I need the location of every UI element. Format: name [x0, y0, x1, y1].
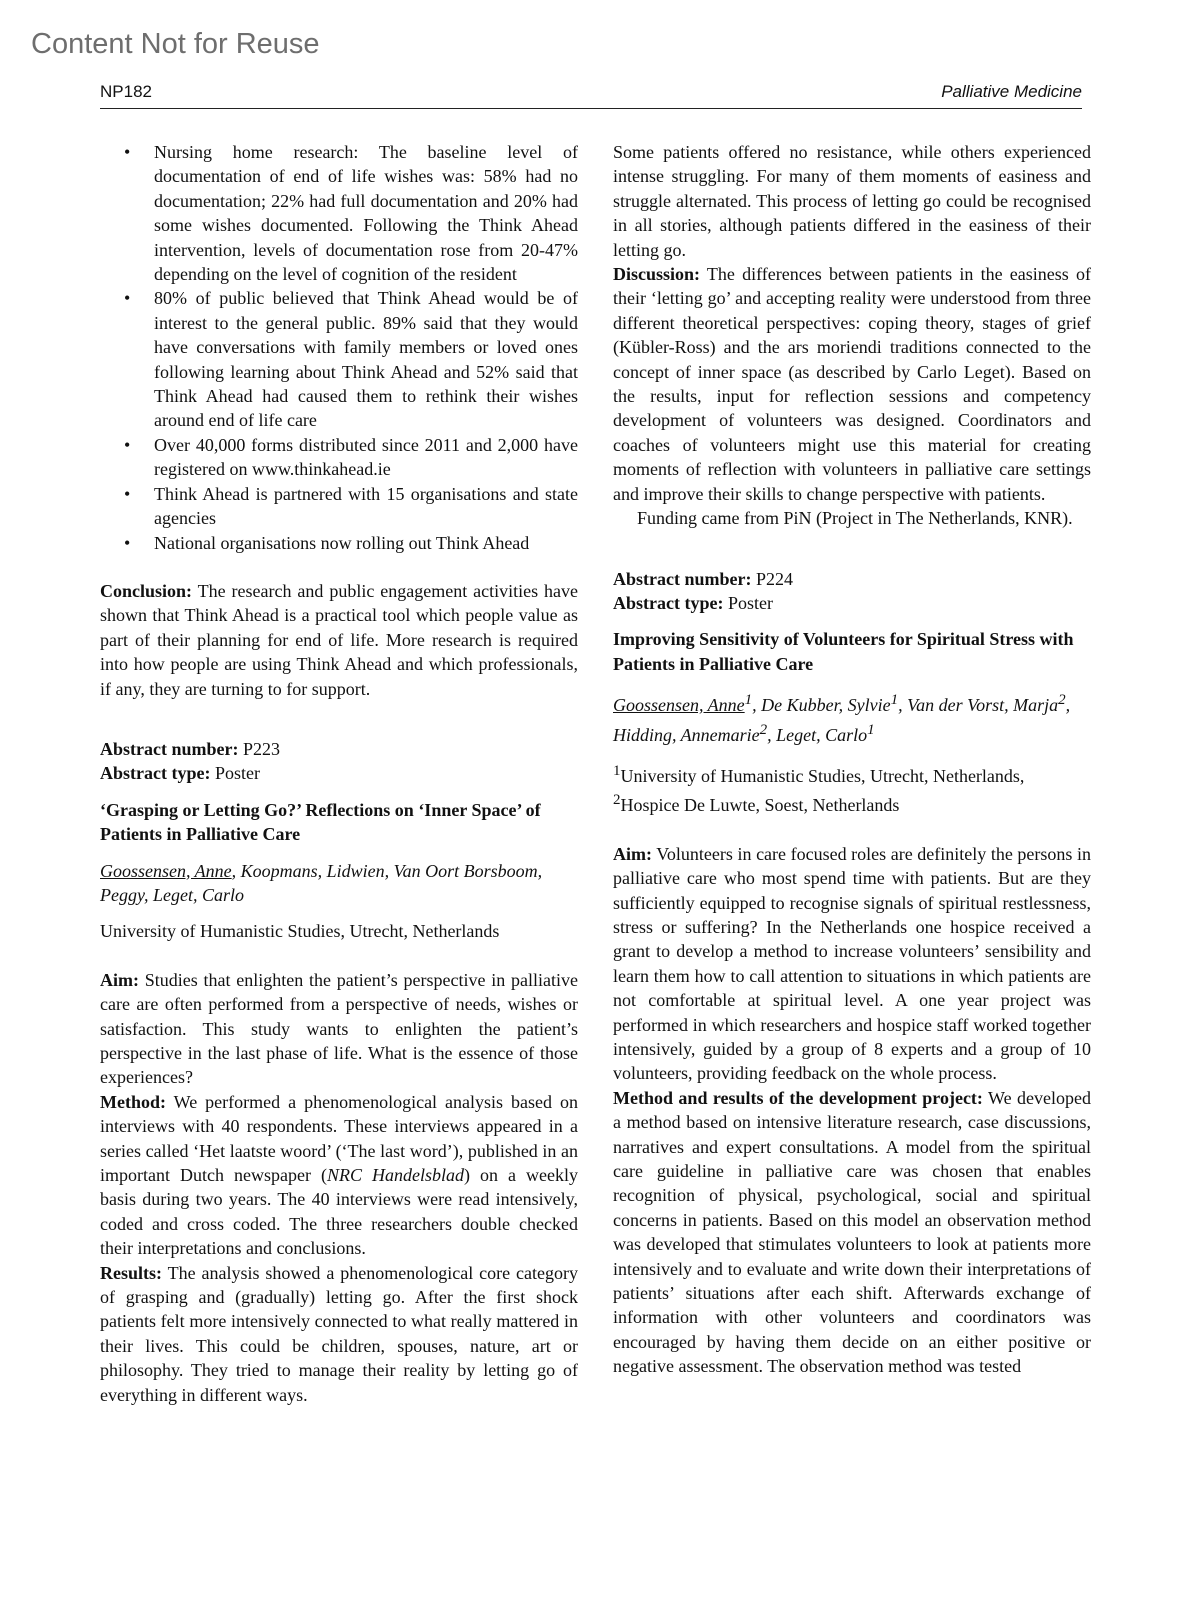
affiliation-marker: 2	[759, 721, 768, 738]
results-continuation: Some patients offered no resistance, while others experienced intense struggling. For many of them moments of easiness and struggle alternated. This process of letting go could be recognised in all stories, although patients differed in the easiness of their letting go.	[613, 142, 1091, 260]
method-paragraph	[100, 1090, 578, 1261]
aim-text: Volunteers in care focused roles are definitely the persons in palliative care who most spend time with patients. But are they sufficiently equipped to recognise signals of spiritual restlessness, stress or suffering? In the Netherlands one hospice received a grant to develop a method to increase volunteers’ sensibility and learn them how to call attention to situations in which patients are not comfortable at spiritual level. A one year project was performed in which researchers and hospice staff worked together intensively, guided by a group of 8 experts and a group of 10 volunteers, providing feedback on the whole process.	[613, 843, 1091, 1084]
abstract-title: Improving Sensitivity of Volunteers for Spiritual Stress with Patients in Palliative Care	[613, 629, 1074, 674]
aim-label: Aim:	[613, 843, 652, 864]
funding-paragraph: Funding came from PiN (Project in The Netherlands, KNR).	[637, 508, 1073, 529]
left-column	[100, 140, 578, 1407]
results-text: The analysis showed a phenomenological core category of grasping and (gradually) letting go. After the first shock patients felt more intensively connected to what really mattered in their lives. This could be children, spouses, nature, art or philosophy. They tried to manage their reality by letting go of everything in different ways.	[100, 1262, 578, 1405]
conclusion-paragraph	[100, 579, 578, 701]
abstract-number: P223	[238, 738, 280, 759]
results-bullet-list	[100, 140, 578, 555]
results-label: Results:	[100, 1262, 162, 1283]
affiliation-1	[613, 759, 1091, 788]
discussion-paragraph	[613, 262, 1091, 506]
aim-text: Studies that enlighten the patient’s perspective in palliative care are often performed from a perspective of needs, wishes or satisfaction. This study wants to enlighten the patient’s perspective in the last phase of life. What is the essence of those experiences?	[100, 969, 578, 1088]
abstract-authors	[100, 859, 578, 908]
bullet-item: • National organisations now rolling out Think Ahead	[154, 531, 578, 555]
affiliation-2-text: Hospice De Luwte, Soest, Netherlands	[620, 795, 900, 816]
method-label: Method and results of the development project:	[613, 1087, 983, 1108]
method-text: We performed a phenomenological analysis based on interviews with 40 respondents. These interviews appeared in a series called ‘Het laatste woord’ (‘The last word’), published in an important Dutch newspaper (	[100, 1091, 578, 1186]
abstract-number-label: Abstract number:	[100, 738, 239, 759]
method-paragraph	[613, 1086, 1091, 1379]
affiliation-marker: 2	[1058, 692, 1066, 709]
presenting-author: Goossensen, Anne	[613, 695, 745, 716]
co-author: , Hidding, Annemarie	[613, 695, 1071, 745]
abstract-authors	[613, 688, 1091, 747]
method-text: We developed a method based on intensive literature research, case discussions, narratives and expert consultations. A model from the spiritual care guideline in palliative care was chosen that enables recognition of physical, psychological, social and spiritual concerns in patients. Based on this model an observation method was developed that stimulates volunteers to look at patients more intensively and to evaluate and write down their interpretations of patients’ situations after each shift. Afterwards exchange of information with other volunteers and coordinators was encouraged by having them decide on an either positive or negative assessment. The observation method was tested	[613, 1087, 1091, 1377]
abstract-p224-meta	[613, 567, 1091, 616]
abstract-number-label: Abstract number:	[613, 568, 752, 589]
page-header	[100, 80, 1082, 109]
abstract-type: Poster	[723, 592, 773, 613]
abstract-type-label: Abstract type:	[613, 592, 724, 613]
bullet-item: • 80% of public believed that Think Ahead would be of interest to the general public. 89% said that they would have conversations with family members or loved ones following learning about Think Ahead and 52% said that Think Ahead had caused them to rethink their wishes around end of life care	[154, 286, 578, 432]
conclusion-text: The research and public engagement activities have shown that Think Ahead is a practical tool which people value as part of their planning for end of life. More research is required into how people are using Think Ahead and which professionals, if any, they are turning to for support.	[100, 580, 578, 699]
aim-paragraph	[613, 842, 1091, 1086]
bullet-item: • Think Ahead is partnered with 15 organisations and state agencies	[154, 482, 578, 531]
aim-label: Aim:	[100, 969, 139, 990]
co-author: , De Kubber, Sylvie	[752, 695, 891, 716]
affiliation-2	[613, 788, 1091, 817]
co-authors: , Koopmans, Lidwien, Van Oort Borsboom, Peggy, Leget, Carlo	[100, 860, 543, 905]
discussion-label: Discussion:	[613, 264, 701, 285]
journal-name: Palliative Medicine	[941, 82, 1082, 101]
aim-paragraph	[100, 968, 578, 1090]
abstract-title: ‘Grasping or Letting Go?’ Reflections on ‘Inner Space’ of Patients in Palliative Care	[100, 799, 541, 845]
affiliation: University of Humanistic Studies, Utrecht, Netherlands	[100, 921, 500, 942]
newspaper-name: NRC Handelsblad	[326, 1165, 464, 1186]
abstract-p223-meta	[100, 737, 578, 786]
bullet-item: • Over 40,000 forms distributed since 2011 and 2,000 have registered on www.thinkahead.ie	[154, 433, 578, 482]
method-label: Method:	[100, 1091, 166, 1112]
right-column	[613, 140, 1091, 1379]
bullet-item: • Nursing home research: The baseline level of documentation of end of life wishes was: 58% had no documentation; 22% had full documentation and 20% had some wishes documented. Following the Think Ahead intervention, levels of documentation rose from 20-47% depending on the level of cognition of the resident	[154, 140, 578, 286]
page-id: NP182	[100, 82, 152, 101]
affiliation-marker: 1	[890, 692, 899, 709]
affiliation-marker: 1	[867, 721, 875, 738]
discussion-text: The differences between patients in the easiness of their ‘letting go’ and accepting reality were understood from three different theoretical perspectives: coping theory, stages of grief (Kübler-Ross) and the ars moriendi traditions connected to the concept of inner space (as described by Carlo Leget). Based on the results, input for reflection sessions and competency development of volunteers was designed. Coordinators and coaches of volunteers might use this material for creating moments of reflection with volunteers in palliative care settings and improve their skills to change perspective with patients.	[613, 264, 1091, 504]
co-author: , Leget, Carlo	[767, 724, 868, 745]
affiliation-marker: 2	[613, 792, 621, 809]
affiliation-1-text: University of Humanistic Studies, Utrecht, Netherlands,	[620, 765, 1025, 786]
method-text-cont: ) on a weekly basis during two years. The 40 interviews were read intensively, coded and cross coded. The three researchers double checked their interpretations and conclusions.	[100, 1165, 578, 1259]
abstract-type: Poster	[210, 763, 260, 784]
affiliation-marker: 1	[744, 692, 753, 709]
results-paragraph	[100, 1261, 578, 1407]
abstract-number: P224	[751, 568, 793, 589]
co-author: , Van der Vorst, Marja	[898, 695, 1059, 716]
conclusion-label: Conclusion:	[100, 580, 193, 601]
presenting-author: Goossensen, Anne	[100, 860, 232, 881]
affiliation-marker: 1	[613, 762, 621, 779]
abstract-type-label: Abstract type:	[100, 763, 211, 784]
watermark: Content Not for Reuse	[31, 28, 320, 60]
